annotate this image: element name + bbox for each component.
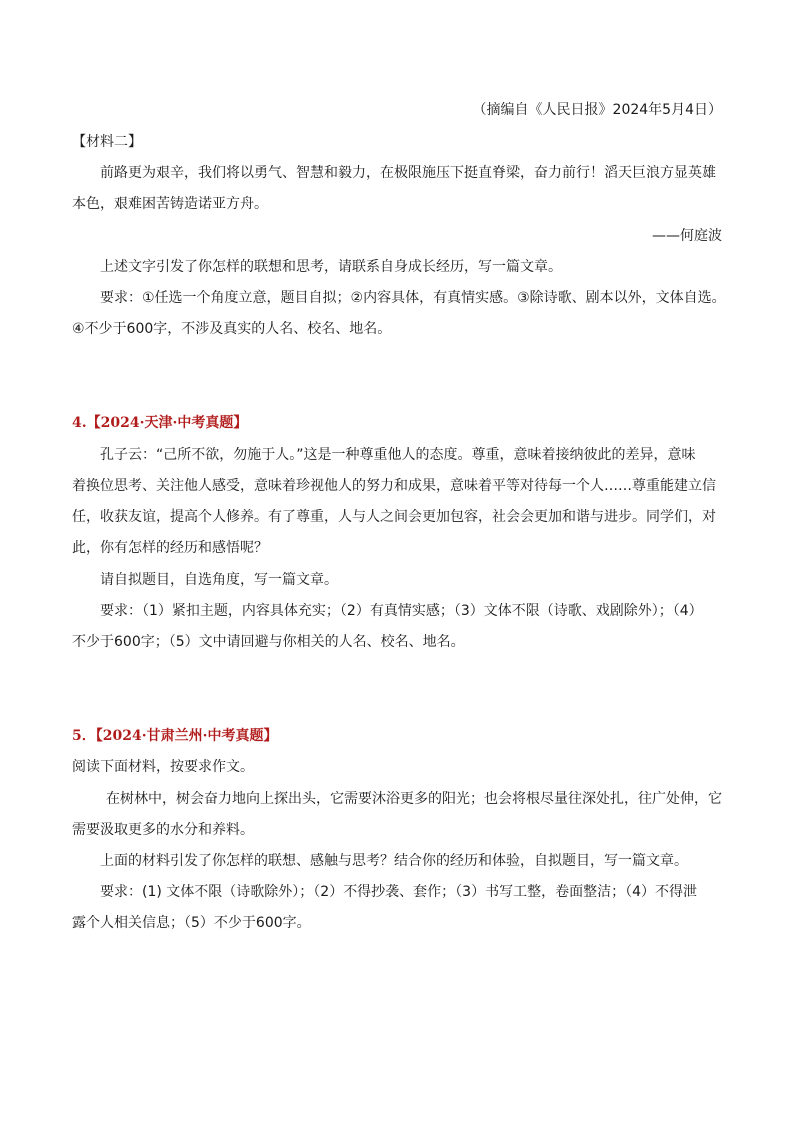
question-5-intro: 阅读下面材料，按要求作文。: [72, 759, 254, 775]
question-5-prompt: 上面的材料引发了你怎样的联想、感触与思考？结合你的经历和体验，自拟题目，写一篇文章。: [100, 853, 688, 869]
question-4-line: 此，你有怎样的经历和感悟呢？: [72, 540, 268, 556]
question-4-heading: 4.【2024·天津·中考真题】: [72, 415, 248, 431]
question-5-line: 在树林中，树会奋力地向上探出头，它需要沐浴更多的阳光；也会将根尽量往深处扎，往广处伸，它: [106, 791, 722, 807]
question-5-line: 需要汲取更多的水分和养料。: [72, 822, 254, 838]
question-5-heading: 5．【2024·甘肃兰州·中考真题】: [72, 728, 278, 744]
material-two-attribution: ——何庭波: [652, 228, 722, 244]
material-two-requirements: ④不少于600字，不涉及真实的人名、校名、地名。: [72, 321, 392, 337]
source-citation: （摘编自《人民日报》2024年5月4日）: [472, 102, 722, 118]
material-two-requirements: 要求：①任选一个角度立意，题目自拟；②内容具体，有真情实感。③除诗歌、剧本以外，文体自选。: [100, 290, 726, 306]
material-two-line: 前路更为艰辛，我们将以勇气、智慧和毅力，在极限施压下挺直脊梁，奋力前行！滔天巨浪方显英雄: [100, 165, 716, 181]
material-two-line: 本色，艰难困苦铸造诺亚方舟。: [72, 196, 268, 212]
material-two-prompt: 上述文字引发了你怎样的联想和思考，请联系自身成长经历，写一篇文章。: [100, 259, 562, 275]
question-4-line: 任，收获友谊，提高个人修养。有了尊重，人与人之间会更加包容，社会会更加和谐与进步。同学们，对: [72, 509, 716, 525]
question-4-line: 着换位思考、关注他人感受，意味着珍视他人的努力和成果，意味着平等对待每一个人……尊重能建立信: [72, 478, 716, 494]
question-5-requirements: 露个人相关信息；（5）不少于600字。: [72, 915, 311, 931]
material-two-heading: 【材料二】: [72, 134, 142, 150]
question-4-prompt: 请自拟题目，自选角度，写一篇文章。: [100, 572, 338, 588]
question-4-line: 孔子云：“己所不欲，勿施于人。”这是一种尊重他人的态度。尊重，意味着接纳彼此的差异，意味: [100, 447, 696, 463]
question-5-requirements: 要求：(1) 文体不限（诗歌除外）；（2）不得抄袭、套作；（3）书写工整，卷面整洁；（4）不得泄: [100, 884, 698, 900]
question-4-requirements: 不少于600字；（5）文中请回避与你相关的人名、校名、地名。: [72, 634, 465, 650]
question-4-requirements: 要求：（1）紧扣主题，内容具体充实；（2）有真情实感；（3）文体不限（诗歌、戏剧除外）；（4）: [100, 603, 703, 619]
